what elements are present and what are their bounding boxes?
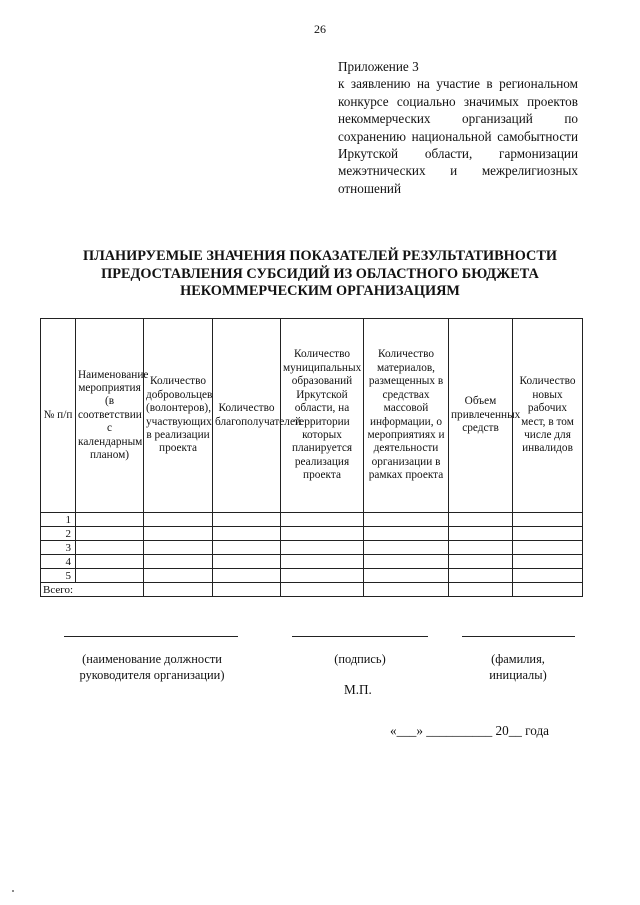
table-row: [41, 555, 583, 569]
table-cell: [449, 583, 513, 597]
table-cell: [513, 569, 583, 583]
table-cell: [513, 527, 583, 541]
table-cell: [213, 527, 281, 541]
table-cell: [449, 513, 513, 527]
table-cell: [364, 513, 449, 527]
annex-heading: Приложение 3: [338, 59, 419, 74]
indicators-table: [40, 318, 583, 597]
table-cell: [76, 555, 144, 569]
table-cell: [364, 527, 449, 541]
table-cell: [76, 569, 144, 583]
table-cell: [213, 569, 281, 583]
table-cell: [449, 555, 513, 569]
table-cell: [281, 527, 364, 541]
table-cell: [144, 583, 213, 597]
title-line-3: НЕКОММЕРЧЕСКИМ ОРГАНИЗАЦИЯМ: [180, 283, 460, 299]
table-cell: [513, 513, 583, 527]
col-header-municipalities: Количество муниципальных образований Иркутской области, на территории которых планируется реализация проекта: [281, 319, 364, 513]
title-line-2: ПРЕДОСТАВЛЕНИЯ СУБСИДИЙ ИЗ ОБЛАСТНОГО БЮДЖЕТА: [101, 265, 539, 282]
name-signature-line: [462, 636, 575, 637]
scan-mark: [12, 890, 14, 892]
table-cell: [364, 583, 449, 597]
col-header-beneficiaries: Количество благополучателей: [213, 319, 281, 513]
position-caption: (наименование должности руководителя организации): [79, 652, 225, 682]
title-line-1: ПЛАНИРУЕМЫЕ ЗНАЧЕНИЯ ПОКАЗАТЕЛЕЙ РЕЗУЛЬТАТИВНОСТИ: [82, 248, 558, 264]
table-cell: [213, 513, 281, 527]
name-caption: (фамилия, инициалы): [489, 652, 547, 682]
table-row: [41, 513, 583, 527]
document-title: [40, 248, 600, 301]
table-cell: [281, 569, 364, 583]
table-cell: [213, 541, 281, 555]
table-cell: [281, 513, 364, 527]
date-line: «___» __________ 20__ года: [390, 723, 550, 738]
col-header-media-materials: Количество материалов, размещенных в средствах массовой информации, о мероприятиях и деятельности организации в рамках проекта: [364, 319, 449, 513]
signature-line: [292, 636, 428, 637]
position-signature-line: [64, 636, 238, 637]
table-cell: [513, 555, 583, 569]
stamp-label: М.П.: [344, 682, 372, 697]
table-cell: [144, 541, 213, 555]
table-cell: [76, 541, 144, 555]
table-cell: [449, 569, 513, 583]
table-cell: [144, 527, 213, 541]
table-total-row: [41, 583, 583, 597]
table-cell: [213, 583, 281, 597]
table-cell: [364, 555, 449, 569]
row-number: 4: [41, 555, 76, 569]
annex-text: к заявлению на участие в региональном конкурсе социально значимых проектов некоммерческих организаций по сохранению национальной самобытности Иркутской области, гармонизации межэтнических и межрелигиозных отношений: [338, 76, 578, 196]
row-number: 1: [41, 513, 76, 527]
table-cell: [144, 555, 213, 569]
table-row: [41, 569, 583, 583]
annex-block: [338, 58, 578, 197]
col-header-event-name: Наименование мероприятия (в соответствии с календарным планом): [76, 319, 144, 513]
col-header-funds: Объем привлеченных средств: [449, 319, 513, 513]
table-cell: [76, 527, 144, 541]
signature-caption: (подпись): [334, 652, 386, 666]
total-label: Всего:: [41, 583, 144, 597]
table-cell: [364, 569, 449, 583]
table-cell: [281, 541, 364, 555]
table-cell: [364, 541, 449, 555]
table-cell: [281, 555, 364, 569]
table-cell: [449, 541, 513, 555]
page-number: 26: [314, 22, 326, 36]
table-cell: [76, 513, 144, 527]
table-cell: [513, 541, 583, 555]
row-number: 2: [41, 527, 76, 541]
table-cell: [449, 527, 513, 541]
col-header-volunteers: Количество добровольцев (волонтеров), участвующих в реализации проекта: [144, 319, 213, 513]
table-row: [41, 541, 583, 555]
table-cell: [144, 569, 213, 583]
table-row: [41, 527, 583, 541]
table-cell: [513, 583, 583, 597]
table-cell: [144, 513, 213, 527]
col-header-new-jobs: Количество новых рабочих мест, в том числе для инвалидов: [513, 319, 583, 513]
table-cell: [281, 583, 364, 597]
table-cell: [213, 555, 281, 569]
row-number: 3: [41, 541, 76, 555]
row-number: 5: [41, 569, 76, 583]
col-header-number: № п/п: [41, 319, 76, 513]
table-header-row: [41, 319, 583, 513]
